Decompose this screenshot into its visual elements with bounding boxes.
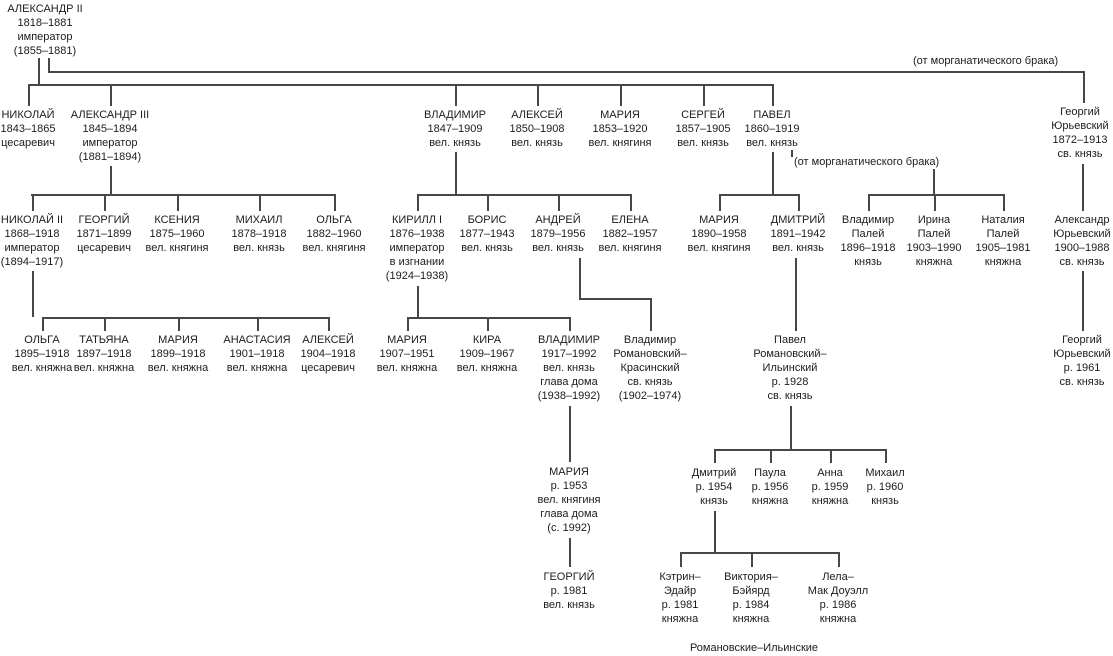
person-text-line: св. князь (627, 376, 673, 388)
person-text-line: 1850–1908 (509, 123, 565, 135)
tree-line-horizontal (48, 71, 1085, 73)
person-text-line: МАРИЯ (600, 109, 640, 121)
person-text-line: АНАСТАСИЯ (223, 334, 291, 346)
person-text-line: император (389, 242, 445, 254)
tree-line-vertical (790, 406, 792, 449)
tree-line-vertical (795, 258, 797, 331)
person-maria1853 (588, 108, 651, 150)
person-katrin-edair (659, 570, 700, 626)
tree-line-vertical (407, 317, 409, 331)
person-text-line: вел. княжна (376, 362, 438, 374)
person-maria1890 (687, 213, 750, 255)
person-text-line: р. 1981 (661, 599, 699, 611)
person-text-line: Юрьевский (1053, 348, 1111, 360)
tree-line-vertical (38, 58, 40, 84)
person-vladimir1847 (424, 108, 486, 150)
tree-line-vertical (838, 552, 840, 567)
person-text-line: р. 1953 (550, 480, 588, 492)
person-nikolai1843 (0, 108, 55, 150)
person-text-line: 1907–1951 (379, 348, 435, 360)
person-text-line: 1843–1865 (0, 123, 56, 135)
person-text-line: Наталия (981, 214, 1025, 226)
person-text-line: вел. княжна (73, 362, 135, 374)
person-aleksei1850 (509, 108, 564, 150)
tree-line-vertical (830, 449, 832, 463)
tree-line-vertical (680, 552, 682, 567)
person-text-line: р. 1961 (1063, 362, 1101, 374)
person-text-line: вел. княгиня (302, 242, 366, 254)
person-text-line: ПАВЕЛ (753, 109, 791, 121)
person-pavel1860 (744, 108, 799, 150)
person-text-line: 1917–1992 (541, 348, 597, 360)
person-text-line: вел. княгиня (687, 242, 751, 254)
person-text-line: вел. князь (461, 242, 513, 254)
person-text-line: Михаил (865, 467, 905, 479)
person-text-line: Павел (774, 334, 806, 346)
tree-line-vertical (772, 152, 774, 194)
tree-line-vertical (455, 84, 457, 106)
person-text-line: АЛЕКСАНДР III (70, 109, 150, 121)
tree-line-horizontal (714, 449, 887, 451)
tree-line-horizontal (868, 194, 1005, 196)
tree-line-vertical (885, 449, 887, 463)
person-anna1959 (812, 466, 849, 508)
person-text-line: император (82, 137, 138, 149)
tree-line-vertical (417, 286, 419, 317)
person-text-line: МАРИЯ (549, 466, 589, 478)
person-text-line: княжна (819, 613, 857, 625)
person-text-line: Виктория– (724, 571, 778, 583)
tree-line-vertical (417, 194, 419, 211)
person-text-line: вел. княгиня (537, 494, 601, 506)
person-text-line: СЕРГЕЙ (681, 109, 725, 121)
person-text-line: р. 1981 (550, 585, 588, 597)
person-irina-paley (906, 213, 961, 269)
person-mikhail1960 (865, 466, 904, 508)
person-text-line: княжна (751, 495, 789, 507)
person-text-line: Романовский– (753, 348, 827, 360)
person-text-line: глава дома (540, 376, 598, 388)
person-text-line: КИРИЛЛ I (391, 214, 443, 226)
person-text-line: Романовский– (613, 348, 687, 360)
person-text-line: Юрьевский (1053, 228, 1111, 240)
tree-line-vertical (487, 194, 489, 211)
person-georgy-yuryevsky1872 (1051, 105, 1108, 161)
person-text-line: 1899–1918 (150, 348, 206, 360)
person-text-line: АЛЕКСЕЙ (302, 334, 354, 346)
person-nikolai2 (1, 213, 63, 269)
person-text-line: св. князь (1057, 148, 1103, 160)
person-ksenia1875 (145, 213, 208, 255)
person-maria1953 (537, 465, 600, 535)
person-text-line: Палей (986, 228, 1020, 240)
person-pavel-romanovsky-ilyinsky (753, 333, 826, 403)
person-text-line: (1881–1894) (78, 151, 142, 163)
tree-line-vertical (714, 449, 716, 463)
tree-line-vertical (558, 194, 560, 211)
person-text-line: Владимир (841, 214, 895, 226)
tree-line-vertical (770, 449, 772, 463)
person-text-line: Ирина (917, 214, 951, 226)
person-text-line: княжна (915, 256, 953, 268)
person-aleksei1904 (300, 333, 355, 375)
person-natalia-paley (975, 213, 1030, 269)
tree-line-horizontal (719, 194, 800, 196)
tree-line-horizontal (31, 194, 336, 196)
person-kirill1876 (386, 213, 448, 283)
person-kira1909 (457, 333, 517, 375)
tree-line-vertical (259, 194, 261, 211)
person-text-line: 1909–1967 (459, 348, 515, 360)
person-text-line: св. князь (1059, 256, 1105, 268)
person-text-line: вел. княгиня (588, 137, 652, 149)
person-text-line: св. князь (1059, 376, 1105, 388)
person-text-line: 1897–1918 (76, 348, 132, 360)
person-paula1956 (752, 466, 789, 508)
person-mikhail1878 (231, 213, 286, 255)
person-text-line: Палей (851, 228, 885, 240)
person-text-line: ОЛЬГА (24, 334, 60, 346)
person-text-line: (1938–1992) (537, 390, 601, 402)
tree-line-vertical (719, 194, 721, 211)
person-text-line: княжна (732, 613, 770, 625)
tree-line-vertical (751, 552, 753, 567)
person-georgy1871 (76, 213, 131, 255)
tree-line-vertical (42, 317, 44, 331)
person-alexander3 (71, 108, 149, 164)
tree-line-vertical (569, 317, 571, 331)
person-andrei1879 (530, 213, 585, 255)
person-text-line: Георгий (1062, 334, 1102, 346)
person-text-line: р. 1959 (811, 481, 849, 493)
person-text-line: Паула (754, 467, 786, 479)
tree-line-vertical (104, 194, 106, 211)
person-text-line: князь (871, 495, 899, 507)
person-maria1907 (377, 333, 437, 375)
person-text-line: НИКОЛАЙ II (0, 214, 64, 226)
person-text-line: 1868–1918 (4, 228, 60, 240)
person-text-line: в изгнании (389, 256, 445, 268)
person-text-line: вел. князь (532, 242, 584, 254)
person-georgy1981 (543, 570, 595, 612)
person-text-line: (1902–1974) (618, 390, 682, 402)
person-text-line: 1905–1981 (975, 242, 1031, 254)
person-text-line: 1882–1957 (602, 228, 658, 240)
person-text-line: цесаревич (1, 137, 55, 149)
person-text-line: р. 1986 (819, 599, 857, 611)
person-text-line: р. 1928 (771, 376, 809, 388)
tree-line-horizontal (407, 317, 571, 319)
person-vladimir-romanovsky-krasinsky (613, 333, 686, 403)
tree-line-vertical (257, 317, 259, 331)
person-vladimir1917 (538, 333, 600, 403)
person-text-line: АНДРЕЙ (535, 214, 581, 226)
person-text-line: р. 1956 (751, 481, 789, 493)
person-dmitry1954 (692, 466, 737, 508)
person-text-line: княжна (984, 256, 1022, 268)
person-text-line: Анна (817, 467, 843, 479)
tree-line-vertical (1003, 194, 1005, 211)
tree-line-vertical (933, 169, 935, 194)
person-text-line: вел. князь (543, 362, 595, 374)
person-text-line: вел. князь (233, 242, 285, 254)
tree-line-vertical (1083, 71, 1085, 103)
tree-line-horizontal (42, 317, 330, 319)
person-text-line: вел. князь (543, 599, 595, 611)
person-text-line: Владимир (623, 334, 677, 346)
person-text-line: 1853–1920 (592, 123, 648, 135)
person-lela-mcdowell (808, 570, 868, 626)
tree-line-vertical (569, 538, 571, 567)
tree-line-vertical (487, 317, 489, 331)
person-text-line: князь (700, 495, 728, 507)
person-text-line: Александр (1054, 214, 1110, 226)
person-text-line: вел. князь (429, 137, 481, 149)
tree-line-vertical (28, 84, 30, 106)
person-georgy1961 (1053, 333, 1110, 389)
person-text-line: св. князь (767, 390, 813, 402)
person-text-line: 1818–1881 (17, 17, 73, 29)
person-tatiana1897 (74, 333, 134, 375)
tree-line-vertical (798, 194, 800, 211)
person-text-line: Юрьевский (1051, 120, 1109, 132)
branch-caption: Романовские–Ильинские (689, 642, 819, 654)
person-text-line: 1845–1894 (82, 123, 138, 135)
person-text-line: 1901–1918 (229, 348, 285, 360)
person-text-line: вел. князь (511, 137, 563, 149)
tree-line-vertical (569, 406, 571, 462)
person-text-line: 1895–1918 (14, 348, 70, 360)
person-text-line: Эдайр (663, 585, 697, 597)
person-text-line: князь (854, 256, 882, 268)
person-text-line: 1876–1938 (389, 228, 445, 240)
tree-line-vertical (334, 194, 336, 211)
person-text-line: Мак Доуэлл (807, 585, 869, 597)
person-text-line: Ильинский (762, 362, 818, 374)
tree-line-vertical (650, 298, 652, 331)
tree-line-vertical (703, 84, 705, 106)
tree-line-vertical (1082, 164, 1084, 211)
tree-line-vertical (178, 317, 180, 331)
person-text-line: ОЛЬГА (316, 214, 352, 226)
person-text-line: Лела– (822, 571, 854, 583)
person-text-line: 1904–1918 (300, 348, 356, 360)
person-text-line: Красинский (620, 362, 680, 374)
person-text-line: НИКОЛАЙ (1, 109, 55, 121)
person-boris1877 (459, 213, 514, 255)
person-text-line: БОРИС (467, 214, 507, 226)
person-text-line: (с. 1992) (547, 522, 591, 534)
person-text-line: МАРИЯ (158, 334, 198, 346)
person-text-line: вел. княгиня (145, 242, 209, 254)
person-text-line: АЛЕКСЕЙ (511, 109, 563, 121)
person-text-line: 1890–1958 (691, 228, 747, 240)
person-text-line: (1924–1938) (385, 270, 449, 282)
person-text-line: ЕЛЕНА (611, 214, 649, 226)
person-text-line: 1872–1913 (1052, 134, 1108, 146)
person-olga1882 (302, 213, 365, 255)
person-text-line: вел. князь (677, 137, 729, 149)
person-text-line: р. 1960 (866, 481, 904, 493)
tree-line-horizontal (680, 552, 840, 554)
person-text-line: ТАТЬЯНА (79, 334, 129, 346)
person-text-line: вел. княжна (456, 362, 518, 374)
person-text-line: (1894–1917) (0, 256, 64, 268)
tree-line-vertical (714, 511, 716, 552)
person-text-line: Бэйярд (732, 585, 770, 597)
tree-line-vertical (328, 317, 330, 331)
tree-line-vertical (791, 150, 793, 157)
person-text-line: ГЕОРГИЙ (543, 571, 595, 583)
tree-line-vertical (1082, 271, 1084, 331)
tree-line-vertical (455, 152, 457, 194)
person-text-line: вел. князь (772, 242, 824, 254)
tree-line-vertical (537, 84, 539, 106)
tree-line-vertical (579, 258, 581, 298)
tree-line-horizontal (579, 298, 652, 300)
person-text-line: ГЕОРГИЙ (78, 214, 130, 226)
person-text-line: 1903–1990 (906, 242, 962, 254)
person-dmitry1891 (770, 213, 825, 255)
person-text-line: 1900–1988 (1054, 242, 1110, 254)
person-text-line: император (17, 31, 73, 43)
person-alexander-yuryevsky (1053, 213, 1110, 269)
person-text-line: глава дома (540, 508, 598, 520)
person-text-line: КСЕНИЯ (154, 214, 200, 226)
person-olga1895 (12, 333, 72, 375)
morganatic-marriage-label: (от морганатического брака) (913, 55, 1059, 67)
tree-line-vertical (630, 194, 632, 211)
person-text-line: Палей (917, 228, 951, 240)
morganatic-marriage-label: (от морганатического брака) (794, 156, 940, 168)
person-text-line: цесаревич (301, 362, 355, 374)
person-text-line: 1860–1919 (744, 123, 800, 135)
person-text-line: 1879–1956 (530, 228, 586, 240)
person-text-line: 1896–1918 (840, 242, 896, 254)
person-text-line: император (4, 242, 60, 254)
person-text-line: вел. княжна (147, 362, 209, 374)
person-maria1899 (148, 333, 208, 375)
person-text-line: (1855–1881) (13, 45, 77, 57)
tree-line-horizontal (28, 84, 774, 86)
person-text-line: цесаревич (77, 242, 131, 254)
person-text-line: МИХАИЛ (235, 214, 283, 226)
tree-line-vertical (48, 58, 50, 72)
person-text-line: 1871–1899 (76, 228, 132, 240)
tree-line-horizontal (417, 194, 632, 196)
tree-line-vertical (32, 271, 34, 317)
tree-line-vertical (110, 84, 112, 106)
person-text-line: АЛЕКСАНДР II (7, 3, 83, 15)
person-elena1882 (598, 213, 661, 255)
person-text-line: КИРА (472, 334, 502, 346)
person-text-line: вел. княжна (11, 362, 73, 374)
person-sergei1857 (675, 108, 730, 150)
person-text-line: Георгий (1060, 106, 1100, 118)
tree-line-vertical (868, 194, 870, 211)
person-text-line: Дмитрий (691, 467, 737, 479)
person-vladimir-paley (840, 213, 895, 269)
person-text-line: княжна (811, 495, 849, 507)
tree-line-vertical (177, 194, 179, 211)
tree-line-vertical (934, 194, 936, 211)
person-text-line: р. 1954 (695, 481, 733, 493)
person-text-line: 1857–1905 (675, 123, 731, 135)
person-text-line: МАРИЯ (387, 334, 427, 346)
person-text-line: вел. княгиня (598, 242, 662, 254)
person-text-line: ВЛАДИМИР (538, 334, 600, 346)
person-text-line: княжна (661, 613, 699, 625)
person-text-line: 1878–1918 (231, 228, 287, 240)
person-text-line: вел. князь (746, 137, 798, 149)
tree-line-vertical (620, 84, 622, 106)
tree-line-vertical (104, 317, 106, 331)
person-text-line: 1891–1942 (770, 228, 826, 240)
person-text-line: 1877–1943 (459, 228, 515, 240)
person-anastasia1901 (223, 333, 290, 375)
person-text-line: 1847–1909 (427, 123, 483, 135)
tree-line-vertical (772, 84, 774, 106)
person-text-line: Кэтрин– (659, 571, 701, 583)
person-text-line: ДМИТРИЙ (770, 214, 826, 226)
person-text-line: р. 1984 (732, 599, 770, 611)
person-text-line: вел. княжна (226, 362, 288, 374)
person-victoria-bayard (724, 570, 778, 626)
tree-line-vertical (32, 194, 34, 211)
person-text-line: 1882–1960 (306, 228, 362, 240)
person-alexander2 (7, 2, 82, 58)
person-text-line: 1875–1960 (149, 228, 205, 240)
person-text-line: МАРИЯ (699, 214, 739, 226)
person-text-line: ВЛАДИМИР (424, 109, 486, 121)
tree-line-vertical (110, 166, 112, 194)
